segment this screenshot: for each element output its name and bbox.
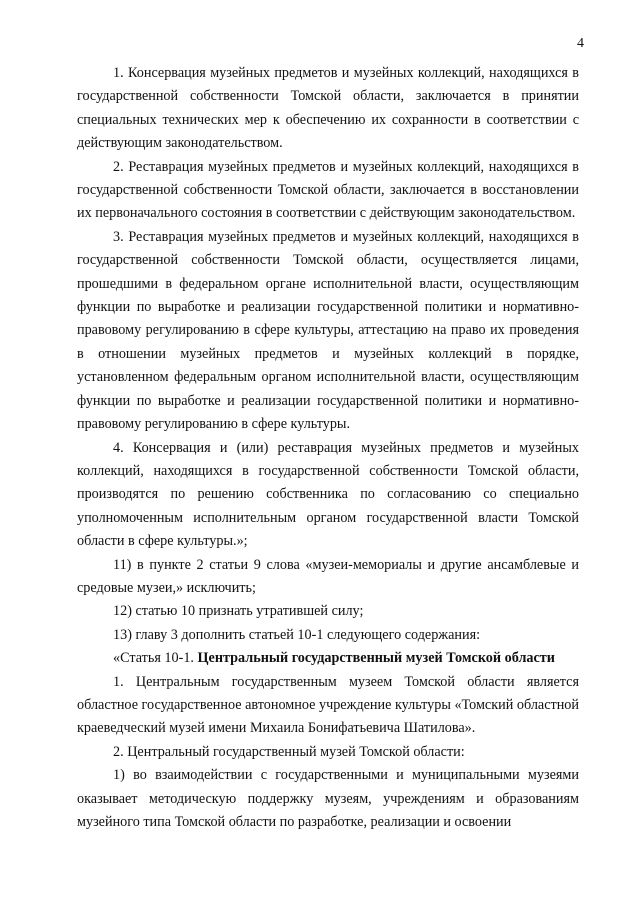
paragraph-restoration: 2. Реставрация музейных предметов и музейных коллекций, находящихся в государственной собственности Томской области, заключается в восстановлении их первоначального состояния в соответствии с действующим законодательством.: [77, 158, 579, 222]
article-heading-prefix: «Статья 10-1.: [113, 650, 198, 667]
article-paragraph-2: 2. Центральный государственный музей Томской области:: [113, 743, 465, 760]
paragraph-restoration-attestation: 3. Реставрация музейных предметов и музейных коллекций, находящихся в государственной собственности Томской области, осуществляется лицами, прошедшими в федеральном органе исполнительной власти, осуществляющим функции по выработке и реализации государственной политики и нормативно-правовому регулированию в сфере культуры, аттестацию на право их проведения в отношении музейных предметов и музейных коллекций в порядке, установленном федеральным органом исполнительной власти, осуществляющим функции по выработке и реализации государственной политики и нормативно-правовому регулированию в сфере культуры.: [77, 228, 579, 433]
paragraph-item-12: 12) статью 10 признать утратившей силу;: [113, 603, 364, 620]
paragraph-item-11: 11) в пункте 2 статьи 9 слова «музеи-мемориалы и другие ансамблевые и средовые музеи,» исключить;: [77, 556, 579, 596]
page-number: 4: [577, 36, 584, 51]
article-heading-title: Центральный государственный музей Томской области: [197, 650, 555, 667]
paragraph-restoration-approval: 4. Консервация и (или) реставрация музейных предметов и музейных коллекций, находящихся в государственной собственности Томской области, производятся по решению собственника по согласованию со специально уполномоченным исполнительным органом государственной власти Томской области в сфере культуры.»;: [77, 439, 579, 550]
article-paragraph-3: 1) во взаимодействии с государственными и муниципальными музеями оказывает методическую поддержку музеям, учреждениям и образованиям музейного типа Томской области по разработке, реализации и освоении: [77, 767, 579, 830]
paragraph-conservation: 1. Консервация музейных предметов и музейных коллекций, находящихся в государственной собственности Томской области, заключается в принятии специальных технических мер к обеспечению их сохранности в соответствии с действующим законодательством.: [77, 65, 579, 152]
paragraph-item-13: 13) главу 3 дополнить статьей 10-1 следующего содержания:: [113, 626, 481, 643]
article-paragraph-1: 1. Центральным государственным музеем Томской области является областное государственное автономное учреждение культуры «Томский областной краеведческий музей имени Михаила Бонифатьевича Шатилова».: [77, 673, 579, 737]
article-heading: [77, 647, 579, 670]
document-body: [77, 62, 579, 834]
